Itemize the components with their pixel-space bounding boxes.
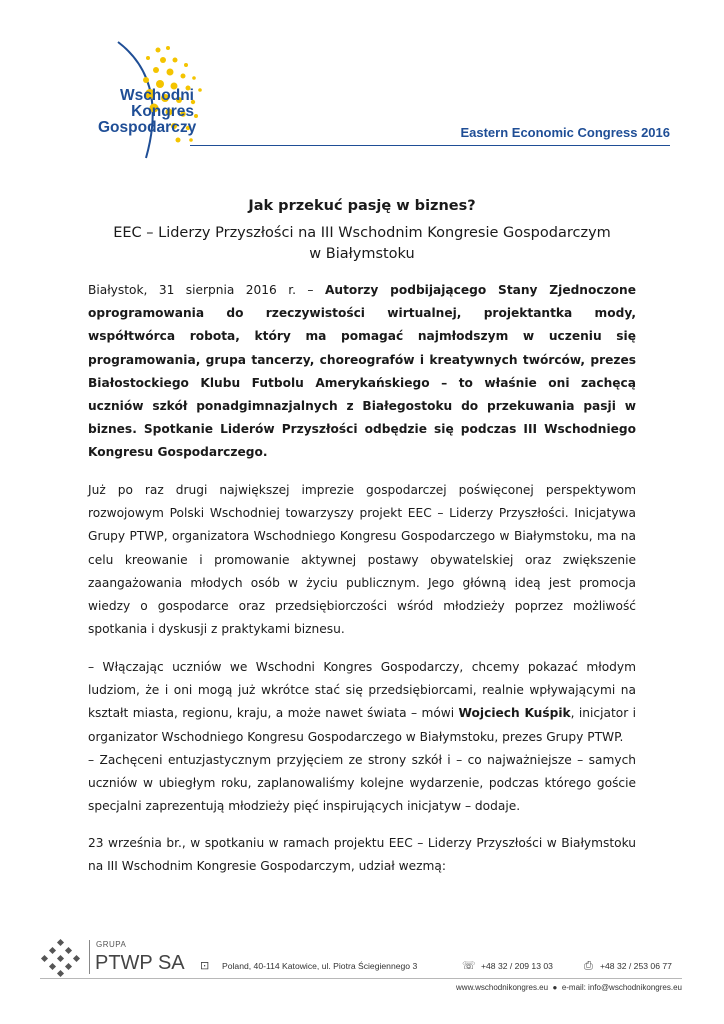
lead-dateline: Białystok, 31 sierpnia 2016 r. – (88, 283, 325, 297)
quote-text-b: , inicjator i organizator Wschodniego Kongresu Gospodarczego w Białymstoku, prezes Grupy PTWP. (88, 706, 636, 744)
paragraph-3 (88, 656, 636, 818)
quote-text-a: – Włączając uczniów we Wschodni Kongres Gospodarczy, chcemy pokazać młodym ludziom, że i oni mogą już wkrótce stać się przedsiębiorcami, realnie wpływającymi na kształt miasta, regionu, kraju, a może nawet świata – mówi (88, 660, 636, 721)
footer-phone: +48 32 / 209 13 03 (481, 961, 553, 971)
lead-bold-text: Autorzy podbijającego Stany Zjednoczone oprogramowania do rzeczywistości wirtualnej, projektantka mody, współtwórca robota, który ma pomagać najmłodszym w uczeniu się programowania, grupa tancerzy, choreografów i kreatywnych twórców, prezes Białostockiego Klubu Futbolu Amerykańskiego – to właśnie oni zachęcą uczniów szkół ponadgimnazjalnych z Białegostoku do przekuwania pasji w biznes. Spotkanie Liderów Przyszłości odbędzie się podczas III Wschodniego Kongresu Gospodarczego. (88, 283, 636, 460)
footer-web-line (456, 983, 682, 992)
congress-logo (48, 40, 218, 160)
speaker-name: Wojciech Kuśpik (458, 706, 571, 721)
page-title: Jak przekuć pasję w biznes? (248, 198, 476, 214)
footer-company-name: PTWP SA (95, 952, 185, 974)
fax-icon: ⎙ (584, 959, 593, 972)
subtitle-line-1: EEC – Liderzy Przyszłości na III Wschodnim Kongresie Gospodarczym (113, 225, 611, 241)
logo-line-2: Kongres (131, 103, 194, 120)
subtitle-line-2: w Białymstoku (309, 246, 415, 262)
quote-text-c: – Zachęceni entuzjastycznym przyjęciem ze strony szkół i – co najważniejsze – samych uczniów w ubiegłym roku, zaplanowaliśmy kolejne wydarzenie, podczas którego goście specjalni zaprezentują młodzieży pięć inspirujących inicjatyw – dodaje. (88, 752, 636, 814)
footer-group-label: GRUPA (96, 940, 127, 949)
footer-logo-separator (89, 940, 90, 974)
lead-paragraph (88, 279, 636, 465)
ptwp-logo-icon (38, 938, 84, 978)
header-divider (190, 145, 670, 146)
paragraph-5: 23 września br., w spotkaniu w ramach projektu EEC – Liderzy Przyszłości w Białymstoku na III Wschodnim Kongresie Gospodarczym, udział wezmą: (88, 836, 636, 874)
footer-divider (40, 978, 682, 979)
footer-address: Poland, 40-114 Katowice, ul. Piotra Ściegiennego 3 (222, 961, 418, 971)
phone-icon: ☏ (462, 959, 476, 972)
event-name: Eastern Economic Congress 2016 (460, 125, 670, 140)
footer-website[interactable]: www.wschodnikongres.eu (456, 983, 549, 992)
footer-email[interactable]: e-mail: info@wschodnikongres.eu (561, 983, 682, 992)
footer-fax: +48 32 / 253 06 77 (600, 961, 672, 971)
page-subtitle (90, 223, 634, 265)
bullet-icon: ● (550, 983, 560, 992)
logo-line-1: Wschodni (119, 87, 194, 104)
logo-line-3: Gospodarczy (98, 119, 197, 136)
paragraph-2: Już po raz drugi największej imprezie gospodarczej poświęconej perspektywom rozwojowym Polski Wschodniej towarzyszy projekt EEC – Liderzy Przyszłości. Inicjatywa Grupy PTWP, organizatora Wschodniego Kongresu Gospodarczego w Białymstoku, ma na celu kreowanie i promowanie aktywnej postawy obywatelskiej oraz zwiększenie zaangażowania młodych osób w życiu publicznym. Jego główną ideą jest promocja wiedzy o gospodarce oraz przedsiębiorczości wśród młodzieży poprzez możliwość spotkania i dyskusji z praktykami biznesu. (88, 483, 636, 637)
building-icon: ⊡ (200, 959, 210, 972)
